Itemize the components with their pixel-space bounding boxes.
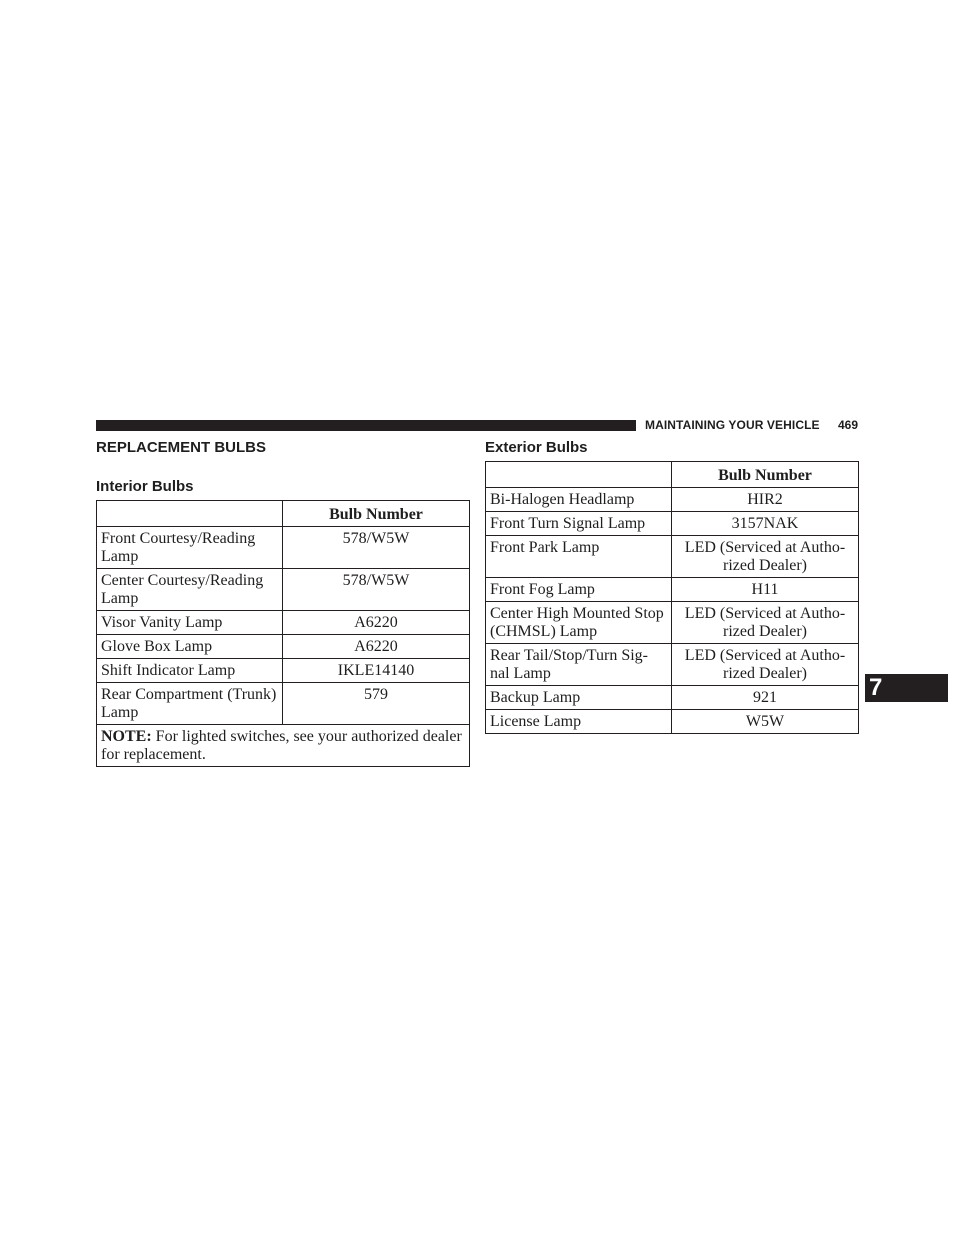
- bulb-number: A6220: [283, 611, 470, 635]
- lamp-name: Center Courtesy/Reading Lamp: [97, 569, 283, 611]
- lamp-name: Center High Mounted Stop (CHMSL) Lamp: [486, 602, 672, 644]
- table-row: [97, 611, 470, 635]
- page-number: 469: [838, 418, 859, 432]
- table-header-row: [486, 462, 859, 488]
- table-row: [486, 686, 859, 710]
- bulb-number-header: Bulb Number: [672, 462, 859, 488]
- bulb-number: 921: [672, 686, 859, 710]
- lamp-name: Rear Compartment (Trunk) Lamp: [97, 683, 283, 725]
- bulb-number: LED (Serviced at Autho-rized Dealer): [672, 602, 859, 644]
- table-row: [486, 710, 859, 734]
- lamp-name: Front Fog Lamp: [486, 578, 672, 602]
- lamp-name: Front Park Lamp: [486, 536, 672, 578]
- note-row: [97, 725, 470, 767]
- bulb-number: H11: [672, 578, 859, 602]
- blank-header-cell: [486, 462, 672, 488]
- lamp-name: Bi-Halogen Headlamp: [486, 488, 672, 512]
- bulb-number: LED (Serviced at Autho-rized Dealer): [672, 644, 859, 686]
- lamp-name: License Lamp: [486, 710, 672, 734]
- bulb-number-header: Bulb Number: [283, 501, 470, 527]
- table-row: [486, 602, 859, 644]
- table-row: [486, 488, 859, 512]
- lamp-name: Backup Lamp: [486, 686, 672, 710]
- lamp-name: Rear Tail/Stop/Turn Sig-nal Lamp: [486, 644, 672, 686]
- table-row: [486, 578, 859, 602]
- bulb-number: 579: [283, 683, 470, 725]
- header-rule: [96, 420, 636, 431]
- table-row: [97, 635, 470, 659]
- table-row: [486, 536, 859, 578]
- bulb-number: A6220: [283, 635, 470, 659]
- table-row: [97, 569, 470, 611]
- bulb-number: IKLE14140: [283, 659, 470, 683]
- table-row: [97, 659, 470, 683]
- note-label: NOTE:: [101, 728, 152, 745]
- interior-bulbs-title: Interior Bulbs: [96, 478, 194, 495]
- table-row: [97, 527, 470, 569]
- lamp-name: Glove Box Lamp: [97, 635, 283, 659]
- bulb-number: LED (Serviced at Autho-rized Dealer): [672, 536, 859, 578]
- bulb-number: 578/W5W: [283, 527, 470, 569]
- lamp-name: Visor Vanity Lamp: [97, 611, 283, 635]
- bulb-number: HIR2: [672, 488, 859, 512]
- note-text: For lighted switches, see your authorized dealer for replacement.: [101, 728, 462, 763]
- note-cell: [97, 725, 470, 767]
- table-row: [486, 512, 859, 536]
- exterior-bulbs-title: Exterior Bulbs: [485, 439, 588, 456]
- bulb-number: 3157NAK: [672, 512, 859, 536]
- section-title: REPLACEMENT BULBS: [96, 439, 267, 456]
- table-row: [486, 644, 859, 686]
- interior-bulbs-table: [96, 500, 470, 767]
- bulb-number: 578/W5W: [283, 569, 470, 611]
- exterior-bulbs-table: [485, 461, 859, 734]
- bulb-number: W5W: [672, 710, 859, 734]
- lamp-name: Front Courtesy/Reading Lamp: [97, 527, 283, 569]
- running-header: MAINTAINING YOUR VEHICLE: [645, 418, 820, 432]
- table-row: [97, 683, 470, 725]
- blank-header-cell: [97, 501, 283, 527]
- lamp-name: Front Turn Signal Lamp: [486, 512, 672, 536]
- table-header-row: [97, 501, 470, 527]
- lamp-name: Shift Indicator Lamp: [97, 659, 283, 683]
- chapter-tab: 7: [865, 674, 948, 702]
